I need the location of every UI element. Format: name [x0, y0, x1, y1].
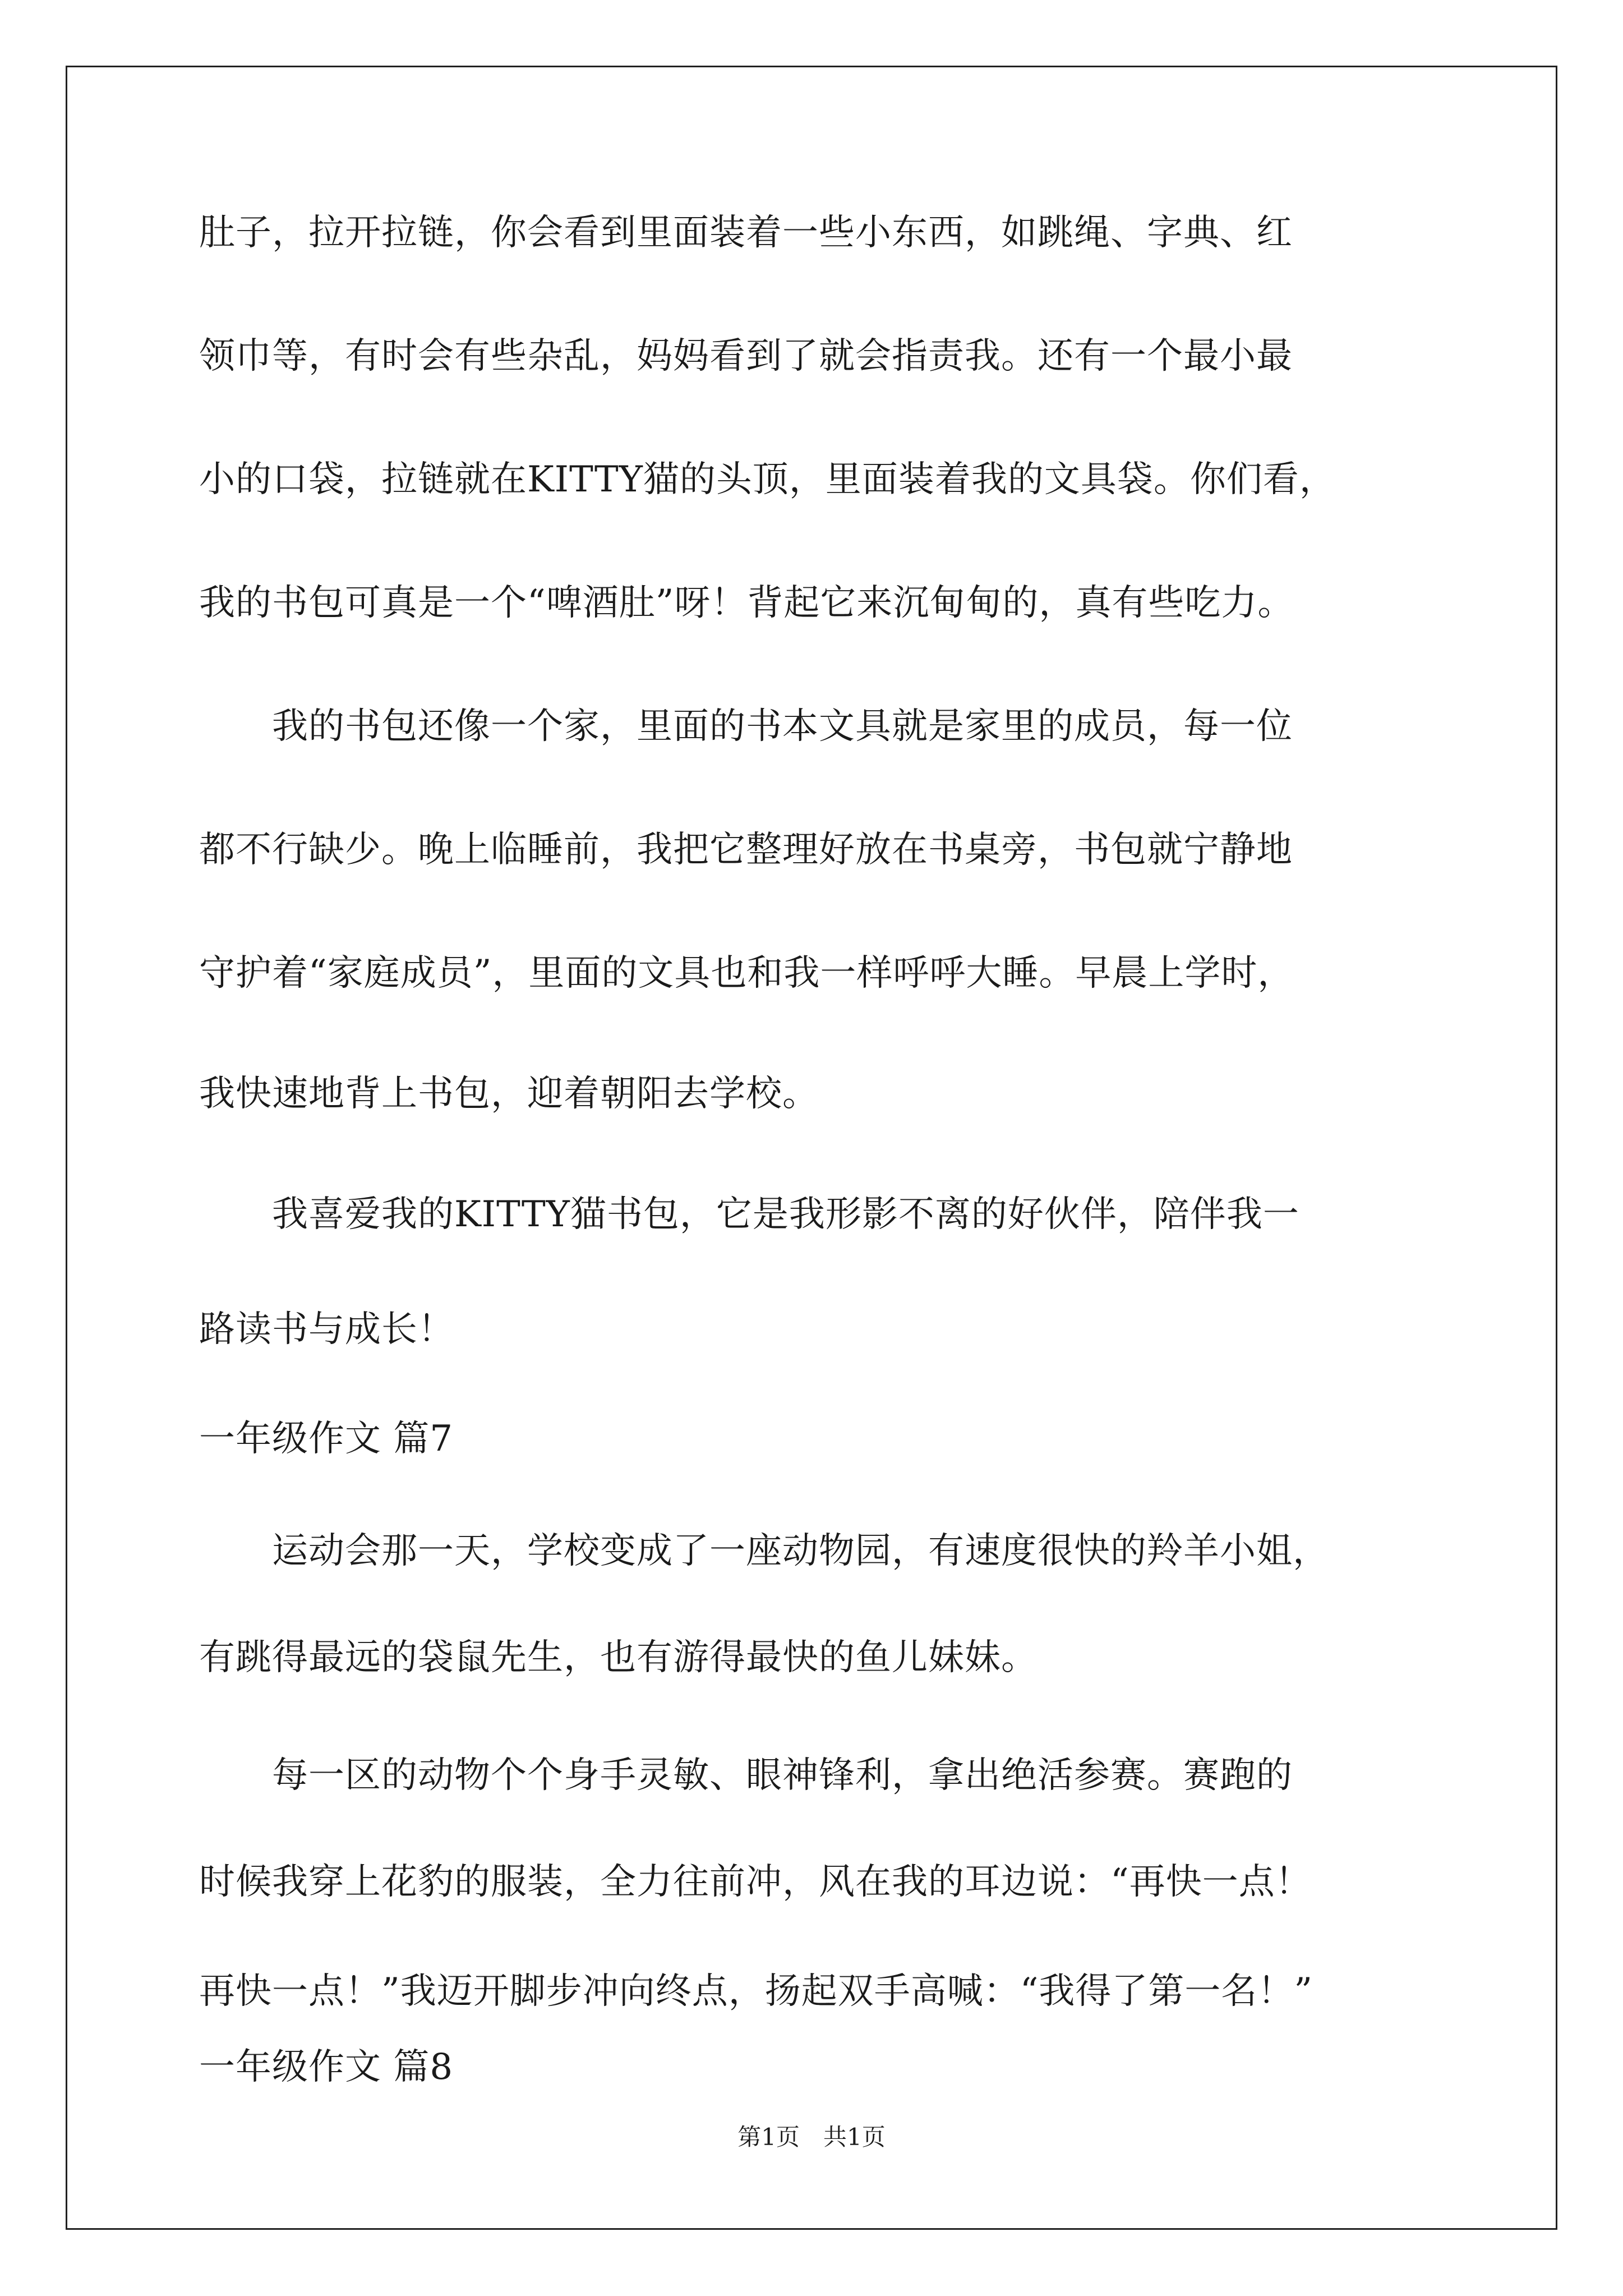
paragraph-line: 领巾等，有时会有些杂乱，妈妈看到了就会指责我。还有一个最小最	[199, 335, 1293, 377]
paragraph-line: 每一区的动物个个身手灵敏、眼神锋利，拿出绝活参赛。赛跑的	[199, 1755, 1293, 1796]
paragraph-line: 守护着“家庭成员”，里面的文具也和我一样呼呼大睡。早晨上学时，	[199, 953, 1294, 994]
paragraph-line: 有跳得最远的袋鼠先生，也有游得最快的鱼儿妹妹。	[199, 1637, 1038, 1678]
paragraph-line: 时候我穿上花豹的服装，全力往前冲，风在我的耳边说：“再快一点！	[199, 1861, 1312, 1903]
section-heading: 一年级作文 篇7	[199, 1418, 454, 1460]
page-footer: 第1页 共1页	[737, 2123, 886, 2151]
paragraph-line: 我喜爱我的KITTY猫书包，它是我形影不离的好伙伴，陪伴我一	[199, 1194, 1299, 1235]
paragraph-line: 我的书包还像一个家，里面的书本文具就是家里的成员，每一位	[199, 706, 1293, 747]
paragraph-line: 肚子，拉开拉链，你会看到里面装着一些小东西，如跳绳、字典、红	[199, 212, 1293, 254]
paragraph-line: 路读书与成长！	[199, 1309, 454, 1350]
paragraph-line: 再快一点！”我迈开脚步冲向终点，扬起双手高喊：“我得了第一名！”	[199, 1971, 1313, 2012]
section-heading: 一年级作文 篇8	[199, 2046, 454, 2088]
paragraph-line: 小的口袋，拉链就在KITTY猫的头顶，里面装着我的文具袋。你们看，	[199, 459, 1336, 500]
paragraph-line: 我快速地背上书包，迎着朝阳去学校。	[199, 1073, 819, 1115]
paragraph-line: 运动会那一天，学校变成了一座动物园，有速度很快的羚羊小姐，	[199, 1530, 1329, 1572]
paragraph-line: 我的书包可真是一个“啤酒肚”呀！背起它来沉甸甸的，真有些吃力。	[199, 582, 1294, 624]
paragraph-line: 都不行缺少。晚上临睡前，我把它整理好放在书桌旁，书包就宁静地	[199, 829, 1293, 871]
